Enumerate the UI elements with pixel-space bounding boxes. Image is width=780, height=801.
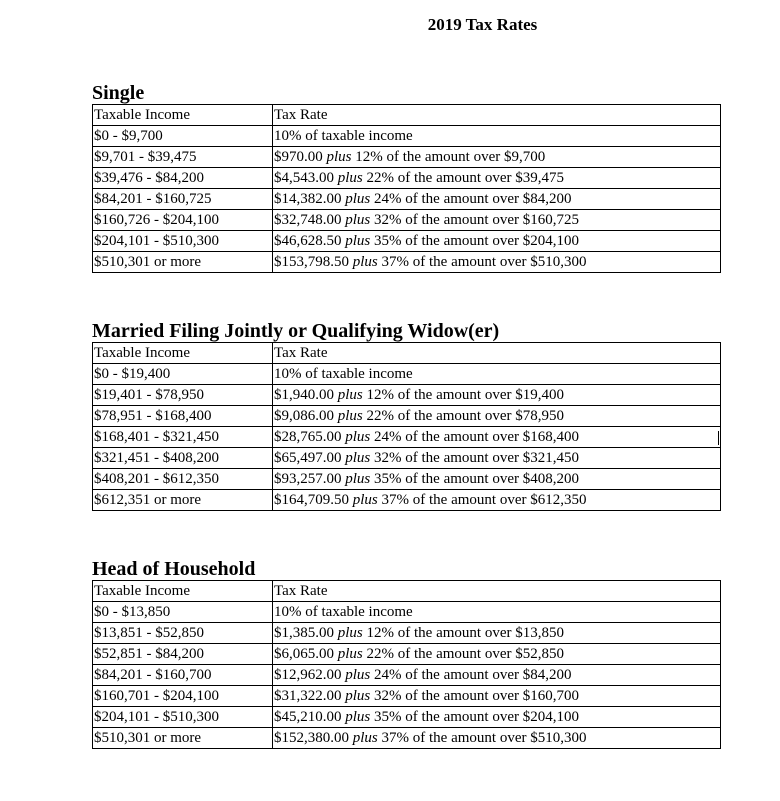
rate-description: 37% of the amount over $612,350	[381, 492, 587, 508]
taxable-income-cell: $39,476 - $84,200	[93, 168, 273, 189]
taxable-income-cell: $0 - $19,400	[93, 364, 273, 385]
column-header-income: Taxable Income	[93, 343, 273, 364]
plus-word: plus	[345, 191, 371, 207]
base-amount: 10% of taxable income	[274, 128, 413, 144]
column-header-income: Taxable Income	[93, 581, 273, 602]
taxable-income-cell: $510,301 or more	[93, 728, 273, 749]
table-header-row	[93, 343, 721, 364]
tax-rate-cell	[273, 686, 721, 707]
tax-rate-cell	[273, 469, 721, 490]
rate-description: 22% of the amount over $52,850	[366, 646, 564, 662]
base-amount: $12,962.00	[274, 667, 342, 683]
tax-rate-cell	[273, 252, 721, 273]
plus-word: plus	[337, 625, 363, 641]
base-amount: $6,065.00	[274, 646, 334, 662]
base-amount: $152,380.00	[274, 730, 349, 746]
taxable-income-cell: $13,851 - $52,850	[93, 623, 273, 644]
table-row	[93, 665, 721, 686]
rate-description: 37% of the amount over $510,300	[381, 730, 587, 746]
section-title: Married Filing Jointly or Qualifying Widow(er)	[92, 320, 500, 342]
rate-description: 12% of the amount over $9,700	[355, 149, 546, 165]
table-row	[93, 623, 721, 644]
base-amount: $93,257.00	[274, 471, 342, 487]
base-amount: 10% of taxable income	[274, 604, 413, 620]
tax-rate-cell	[273, 126, 721, 147]
base-amount: $1,940.00	[274, 387, 334, 403]
taxable-income-cell: $204,101 - $510,300	[93, 707, 273, 728]
section-head-of-household	[92, 558, 718, 749]
tax-rate-cell	[273, 490, 721, 511]
tax-rate-cell	[273, 644, 721, 665]
text-cursor-mark	[718, 431, 719, 445]
section-title: Head of Household	[92, 558, 256, 580]
table-row	[93, 469, 721, 490]
rate-description: 22% of the amount over $78,950	[366, 408, 564, 424]
taxable-income-cell: $408,201 - $612,350	[93, 469, 273, 490]
column-header-rate: Tax Rate	[273, 105, 721, 126]
plus-word: plus	[337, 387, 363, 403]
tax-rate-table	[92, 580, 721, 749]
taxable-income-cell: $52,851 - $84,200	[93, 644, 273, 665]
tax-rate-cell	[273, 665, 721, 686]
taxable-income-cell: $204,101 - $510,300	[93, 231, 273, 252]
table-row	[93, 231, 721, 252]
tax-rate-cell	[273, 168, 721, 189]
table-row	[93, 210, 721, 231]
plus-word: plus	[345, 709, 371, 725]
column-header-rate: Tax Rate	[273, 343, 721, 364]
tax-rate-cell	[273, 147, 721, 168]
base-amount: $4,543.00	[274, 170, 334, 186]
table-row	[93, 644, 721, 665]
tax-rate-cell	[273, 210, 721, 231]
taxable-income-cell: $160,701 - $204,100	[93, 686, 273, 707]
tax-rate-cell	[273, 623, 721, 644]
base-amount: $28,765.00	[274, 429, 342, 445]
base-amount: $970.00	[274, 149, 323, 165]
base-amount: $31,322.00	[274, 688, 342, 704]
section-married-filing-jointly	[92, 320, 718, 511]
taxable-income-cell: $19,401 - $78,950	[93, 385, 273, 406]
plus-word: plus	[352, 254, 378, 270]
table-row	[93, 707, 721, 728]
taxable-income-cell: $510,301 or more	[93, 252, 273, 273]
tax-rate-cell	[273, 728, 721, 749]
rate-description: 24% of the amount over $84,200	[374, 191, 572, 207]
table-row	[93, 728, 721, 749]
plus-word: plus	[326, 149, 352, 165]
plus-word: plus	[345, 688, 371, 704]
taxable-income-cell: $84,201 - $160,725	[93, 189, 273, 210]
tax-rate-cell	[273, 707, 721, 728]
base-amount: $1,385.00	[274, 625, 334, 641]
rate-description: 24% of the amount over $168,400	[374, 429, 579, 445]
plus-word: plus	[345, 233, 371, 249]
plus-word: plus	[352, 730, 378, 746]
base-amount: $45,210.00	[274, 709, 342, 725]
plus-word: plus	[345, 471, 371, 487]
page-title: 2019 Tax Rates	[427, 15, 538, 34]
tax-rate-cell	[273, 448, 721, 469]
table-row	[93, 126, 721, 147]
taxable-income-cell: $321,451 - $408,200	[93, 448, 273, 469]
rate-description: 35% of the amount over $204,100	[374, 709, 579, 725]
rate-description: 32% of the amount over $160,700	[374, 688, 579, 704]
plus-word: plus	[337, 646, 363, 662]
table-header-row	[93, 105, 721, 126]
rate-description: 37% of the amount over $510,300	[381, 254, 587, 270]
table-row	[93, 168, 721, 189]
tax-rate-cell	[273, 231, 721, 252]
taxable-income-cell: $612,351 or more	[93, 490, 273, 511]
plus-word: plus	[337, 408, 363, 424]
tax-rate-table	[92, 104, 721, 273]
rate-description: 12% of the amount over $13,850	[366, 625, 564, 641]
taxable-income-cell: $9,701 - $39,475	[93, 147, 273, 168]
table-row	[93, 686, 721, 707]
table-header-row	[93, 581, 721, 602]
base-amount: $32,748.00	[274, 212, 342, 228]
plus-word: plus	[337, 170, 363, 186]
table-row	[93, 490, 721, 511]
rate-description: 32% of the amount over $321,450	[374, 450, 579, 466]
taxable-income-cell: $160,726 - $204,100	[93, 210, 273, 231]
base-amount: $164,709.50	[274, 492, 349, 508]
tax-rate-cell	[273, 602, 721, 623]
base-amount: $46,628.50	[274, 233, 342, 249]
taxable-income-cell: $0 - $13,850	[93, 602, 273, 623]
table-row	[93, 448, 721, 469]
section-title: Single	[92, 82, 145, 104]
plus-word: plus	[345, 667, 371, 683]
taxable-income-cell: $84,201 - $160,700	[93, 665, 273, 686]
taxable-income-cell: $168,401 - $321,450	[93, 427, 273, 448]
rate-description: 22% of the amount over $39,475	[366, 170, 564, 186]
table-row	[93, 385, 721, 406]
rate-description: 24% of the amount over $84,200	[374, 667, 572, 683]
tax-rate-cell	[273, 427, 721, 448]
tax-rate-table	[92, 342, 721, 511]
plus-word: plus	[345, 450, 371, 466]
base-amount: $14,382.00	[274, 191, 342, 207]
tax-rate-cell	[273, 364, 721, 385]
rate-description: 12% of the amount over $19,400	[366, 387, 564, 403]
column-header-rate: Tax Rate	[273, 581, 721, 602]
table-row	[93, 364, 721, 385]
taxable-income-cell: $0 - $9,700	[93, 126, 273, 147]
plus-word: plus	[345, 429, 371, 445]
tax-rate-cell	[273, 385, 721, 406]
base-amount: $153,798.50	[274, 254, 349, 270]
column-header-income: Taxable Income	[93, 105, 273, 126]
base-amount: 10% of taxable income	[274, 366, 413, 382]
rate-description: 32% of the amount over $160,725	[374, 212, 579, 228]
rate-description: 35% of the amount over $204,100	[374, 233, 579, 249]
rate-description: 35% of the amount over $408,200	[374, 471, 579, 487]
table-row	[93, 189, 721, 210]
table-row	[93, 406, 721, 427]
table-row	[93, 602, 721, 623]
plus-word: plus	[345, 212, 371, 228]
taxable-income-cell: $78,951 - $168,400	[93, 406, 273, 427]
tax-rate-cell	[273, 189, 721, 210]
base-amount: $65,497.00	[274, 450, 342, 466]
table-row	[93, 147, 721, 168]
table-row	[93, 427, 721, 448]
base-amount: $9,086.00	[274, 408, 334, 424]
section-single	[92, 82, 718, 273]
plus-word: plus	[352, 492, 378, 508]
tax-rate-cell	[273, 406, 721, 427]
table-row	[93, 252, 721, 273]
